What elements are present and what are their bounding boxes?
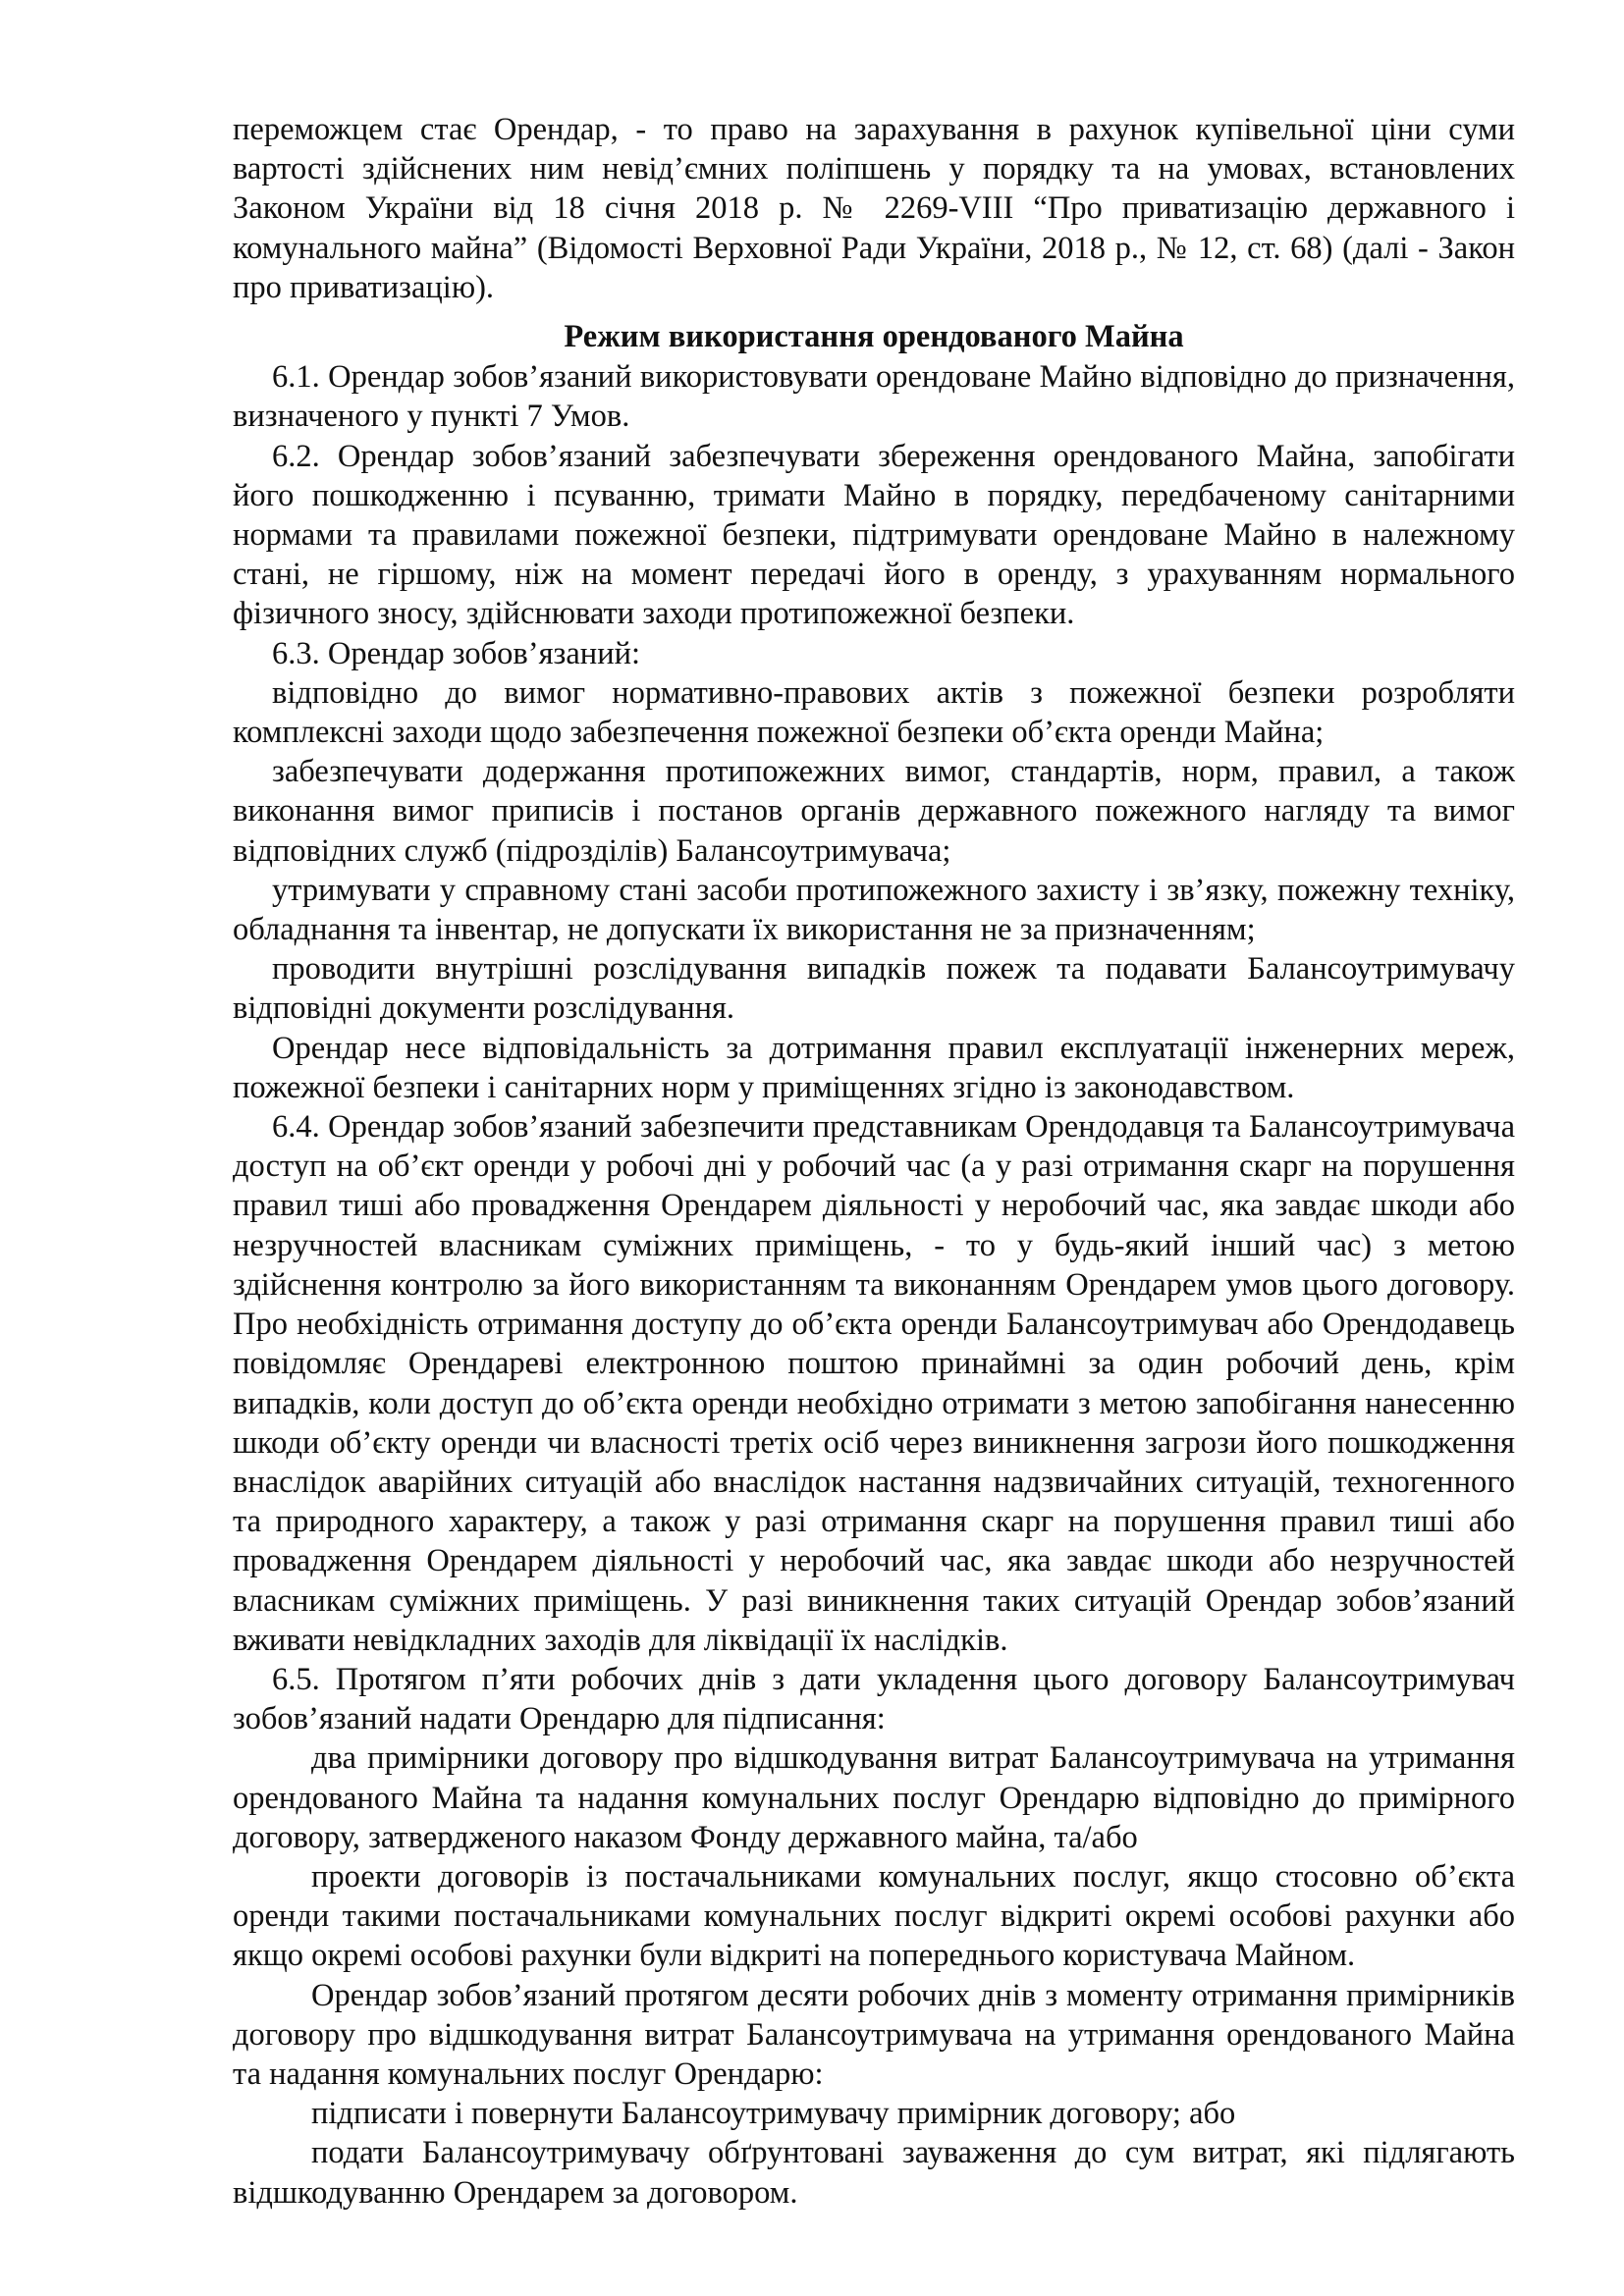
paragraph-6-3-item-1: відповідно до вимог нормативно-правових актів з пожежної безпеки розробляти комплексні заходи щодо забезпечення пожежної безпеки об’єкта оренди Майна; xyxy=(233,674,1515,751)
paragraph-intro-continuation: переможцем стає Орендар, - то право на зарахування в рахунок купівельної ціни суми вартості здійснених ним невід’ємних поліпшень у порядку та на умовах, встановлених Законом України від 18 січня 2018 р. № 2269-VIII “Про приватизацію державного і комунального майна” (Відомості Верховної Ради України, 2018 р., № 12, ст. 68) (далі - Закон про приватизацію). xyxy=(233,112,1515,305)
paragraph-6-4: 6.4. Орендар зобов’язаний забезпечити представникам Орендодавця та Балансоутримувача доступ на об’єкт оренди у робочі дні у робочий час (а у разі отримання скарг на порушення правил тиші або провадження Орендарем діяльності у неробочий час, яка завдає шкоди або незручностей власникам суміжних приміщень, - то у будь-який інший час) з метою здійснення контролю за його використанням та виконанням Орендарем умов цього договору. Про необхідність отримання доступу до об’єкта оренди Балансоутримувач або Орендодавець повідомляє Орендареві електронною поштою принаймні за один робочий день, крім випадків, коли доступ до об’єкта оренди необхідно отримати з метою запобігання нанесенню шкоди об’єкту оренди чи власності третіх осіб через виникнення загрози його пошкодження внаслідок аварійних ситуацій або внаслідок настання надзвичайних ситуацій, техногенного та природного характеру, а також у разі отримання скарг на порушення правил тиші або провадження Орендарем діяльності у неробочий час, яка завдає шкоди або незручностей власникам суміжних приміщень. У разі виникнення таких ситуацій Орендар зобов’язаний вживати невідкладних заходів для ліквідації їх наслідків. xyxy=(233,1109,1515,1658)
paragraph-6-5-obligation: Орендар зобов’язаний протягом десяти робочих днів з моменту отримання примірників договору про відшкодування витрат Балансоутримувача на утримання орендованого Майна та надання комунальних послуг Орендарю: xyxy=(233,1977,1515,2092)
paragraph-6-2: 6.2. Орендар зобов’язаний забезпечувати збереження орендованого Майна, запобігати його пошкодженню і псуванню, тримати Майно в порядку, передбаченому санітарними нормами та правилами пожежної безпеки, підтримувати орендоване Майно в належному стані, не гіршому, ніж на момент передачі його в оренду, з урахуванням нормального фізичного зносу, здійснювати заходи протипожежної безпеки. xyxy=(233,438,1515,632)
paragraph-6-5: 6.5. Протягом п’яти робочих днів з дати укладення цього договору Балансоутримувач зобов’язаний надати Орендарю для підписання: xyxy=(233,1661,1515,1737)
paragraph-6-3-item-2: забезпечувати додержання протипожежних вимог, стандартів, норм, правил, а також виконання вимог приписів і постанов органів державного пожежного нагляду та вимог відповідних служб (підрозділів) Балансоутримувача; xyxy=(233,754,1515,869)
paragraph-6-5-item-1: два примірники договору про відшкодування витрат Балансоутримувача на утримання орендованого Майна та надання комунальних послуг Орендарю відповідно до примірного договору, затвердженого наказом Фонду державного майна, та/або xyxy=(233,1740,1515,1855)
paragraph-6-3-item-3: утримувати у справному стані засоби протипожежного захисту і зв’язку, пожежну техніку, обладнання та інвентар, не допускати їх використання не за призначенням; xyxy=(233,872,1515,948)
paragraph-6-3-responsibility: Орендар несе відповідальність за дотримання правил експлуатації інженерних мереж, пожежної безпеки і санітарних норм у приміщеннях згідно із законодавством. xyxy=(233,1030,1515,1105)
section-heading: Режим використання орендованого Майна xyxy=(564,319,1184,355)
paragraph-6-5-item-2: проекти договорів із постачальниками комунальних послуг, якщо стосовно об’єкта оренди такими постачальниками комунальних послуг відкриті окремі особові рахунки або якщо окремі особові рахунки були відкриті на попереднього користувача Майном. xyxy=(233,1858,1515,1974)
paragraph-6-1: 6.1. Орендар зобов’язаний використовувати орендоване Майно відповідно до призначення, визначеного у пункті 7 Умов. xyxy=(233,359,1515,435)
document-page xyxy=(233,110,1515,2213)
paragraph-6-3-item-4: проводити внутрішні розслідування випадків пожеж та подавати Балансоутримувачу відповідні документи розслідування. xyxy=(233,951,1515,1027)
paragraph-6-5-option-2: подати Балансоутримувачу обґрунтовані зауваження до сум витрат, які підлягають відшкодуванню Орендарем за договором. xyxy=(233,2135,1515,2211)
paragraph-6-3: 6.3. Орендар зобов’язаний: xyxy=(272,635,641,671)
paragraph-6-5-option-1: підписати і повернути Балансоутримувачу примірник договору; або xyxy=(311,2096,1236,2132)
